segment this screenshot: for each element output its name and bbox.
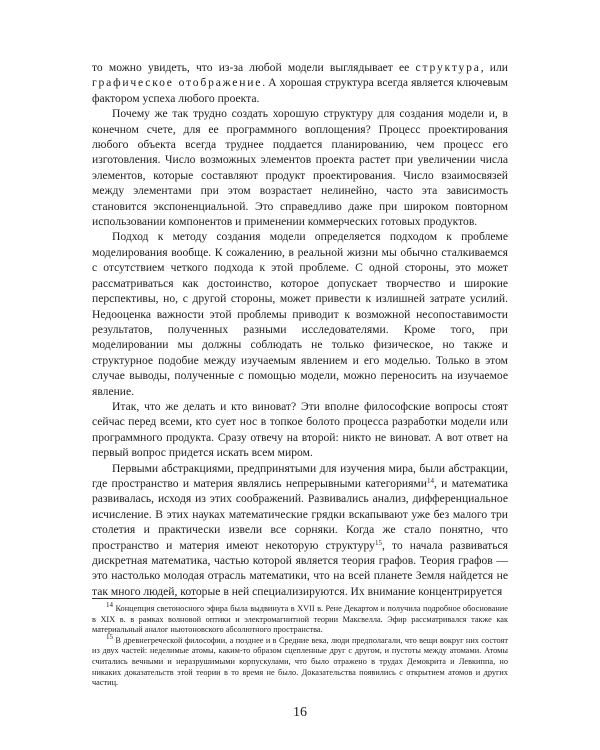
p1-text-a: то можно увидеть, что из-за любой модели выглядывает ее bbox=[92, 61, 416, 74]
footnote-15-marker: 15 bbox=[106, 632, 113, 641]
footnote-14-text: Концепция светоносного эфира была выдвинута в XVII в. Рене Декартом и получила подробное обоснование в XIX в. в рамках волновой оптики и электромагнитной теории Максвелла. Эфир рассматривался также как материальный аналог ньютоновского абсолютного пространства. bbox=[92, 604, 508, 635]
p5-text-a: Первыми абстракциями, предпринятыми для изучения мира, были абстракции, где пространство и материя являлись непрерывными категориями bbox=[92, 461, 508, 490]
footnote-ref-14[interactable]: 14 bbox=[426, 476, 434, 485]
paragraph-3: Подход к методу создания модели определяется подходом к проблеме моделирования вообще. К сожалению, в реальной жизни мы обычно сталкиваемся с отсутствием четкого подхода к этой проблеме. С одной стороны, это может рассматриваться как достоинство, которое допускает творчество и широкие перспективы, но, с другой стороны, может привести к излишней затрате усилий. Недооценка важности этой проблемы приводит к возможной несопоставимости результатов, полученных разными исследователями. Кроме того, при моделировании мы должны соблюдать не только физическое, но также и структурное подобие между изучаемым явлением и его моделью. Только в этом случае выводы, полученные с помощью модели, можно переносить на изучаемое явление. bbox=[92, 230, 508, 398]
paragraph-2: Почему же так трудно создать хорошую структуру для создания модели и, в конечном счете, для ее программного воплощения? Процесс проектирования любого объекта всегда труднее поддается планированию, чем процесс его изготовления. Число возможных элементов проекта растет при увеличении числа элементов, которые составляют продукт проектирования. Число взаимосвязей между элементами при этом возрастает нелинейно, часто эта зависимость становится экспоненциальной. Это справедливо даже при широком повторном использовании компонентов и применении коммерческих готовых продуктов. bbox=[92, 107, 508, 229]
p5-text-b: , и математика развивалась, исходя из этих соображений. Развивались анализ, дифференциальное исчисление. В этих науках математические грядки вскапывают уже без малого три столетия и практически извели все сорняки. Когда же стало понятно, что пространство и материя имеют некоторую структуру bbox=[92, 476, 508, 552]
footnote-ref-15[interactable]: 15 bbox=[374, 538, 382, 547]
p1-text-e: . А хорошая структура всегда является ключевым фактором успеха любого проекта. bbox=[92, 76, 508, 105]
footnote-14 bbox=[92, 601, 508, 636]
p5-text-c: , то начала развиваться дискретная математика, частью которой является теория графов. Теория графов — это настолько молодая отрасль математики, что на всей планете Земля найдется не так много людей, которые в ней специализируются. Их внимание концентрируется bbox=[92, 538, 508, 598]
page-number: 16 bbox=[293, 705, 307, 720]
footnotes bbox=[92, 601, 508, 689]
paragraph-4: Итак, что же делать и кто виноват? Эти вполне философские вопросы стоят сейчас перед всеми, кто сует нос в топкое болото процесса разработки модели или программного продукта. Сразу отвечу на второй: никто не виноват. А вот ответ на первый вопрос придется искать всем миром. bbox=[92, 399, 508, 460]
p1-text-c: , или bbox=[480, 61, 508, 74]
main-text bbox=[92, 60, 508, 599]
footnote-14-marker: 14 bbox=[106, 601, 113, 609]
paragraph-5 bbox=[92, 461, 508, 600]
paragraph-1 bbox=[92, 60, 508, 106]
footnote-divider bbox=[92, 598, 197, 599]
p1-term-structure: структура bbox=[415, 61, 481, 74]
p1-term-graphic-display: графическое отображение bbox=[92, 76, 263, 90]
footnote-15 bbox=[92, 632, 508, 689]
footnote-15-text: В древнегреческой философии, а позднее и в Средние века, люди предполагали, что вещи вокруг них состоят из двух частей: неделимые атомы, каким-то образом сцепленные друг с другом, и пустоты между атомами. Атомы считались вечными и неразрушимыми корпускулами, что было отражено в трудах Демокрита и Левкиппа, но никаких доказательств этой теории в то время не было. Доказательства появились с открытием атомов и других частиц. bbox=[92, 635, 508, 688]
